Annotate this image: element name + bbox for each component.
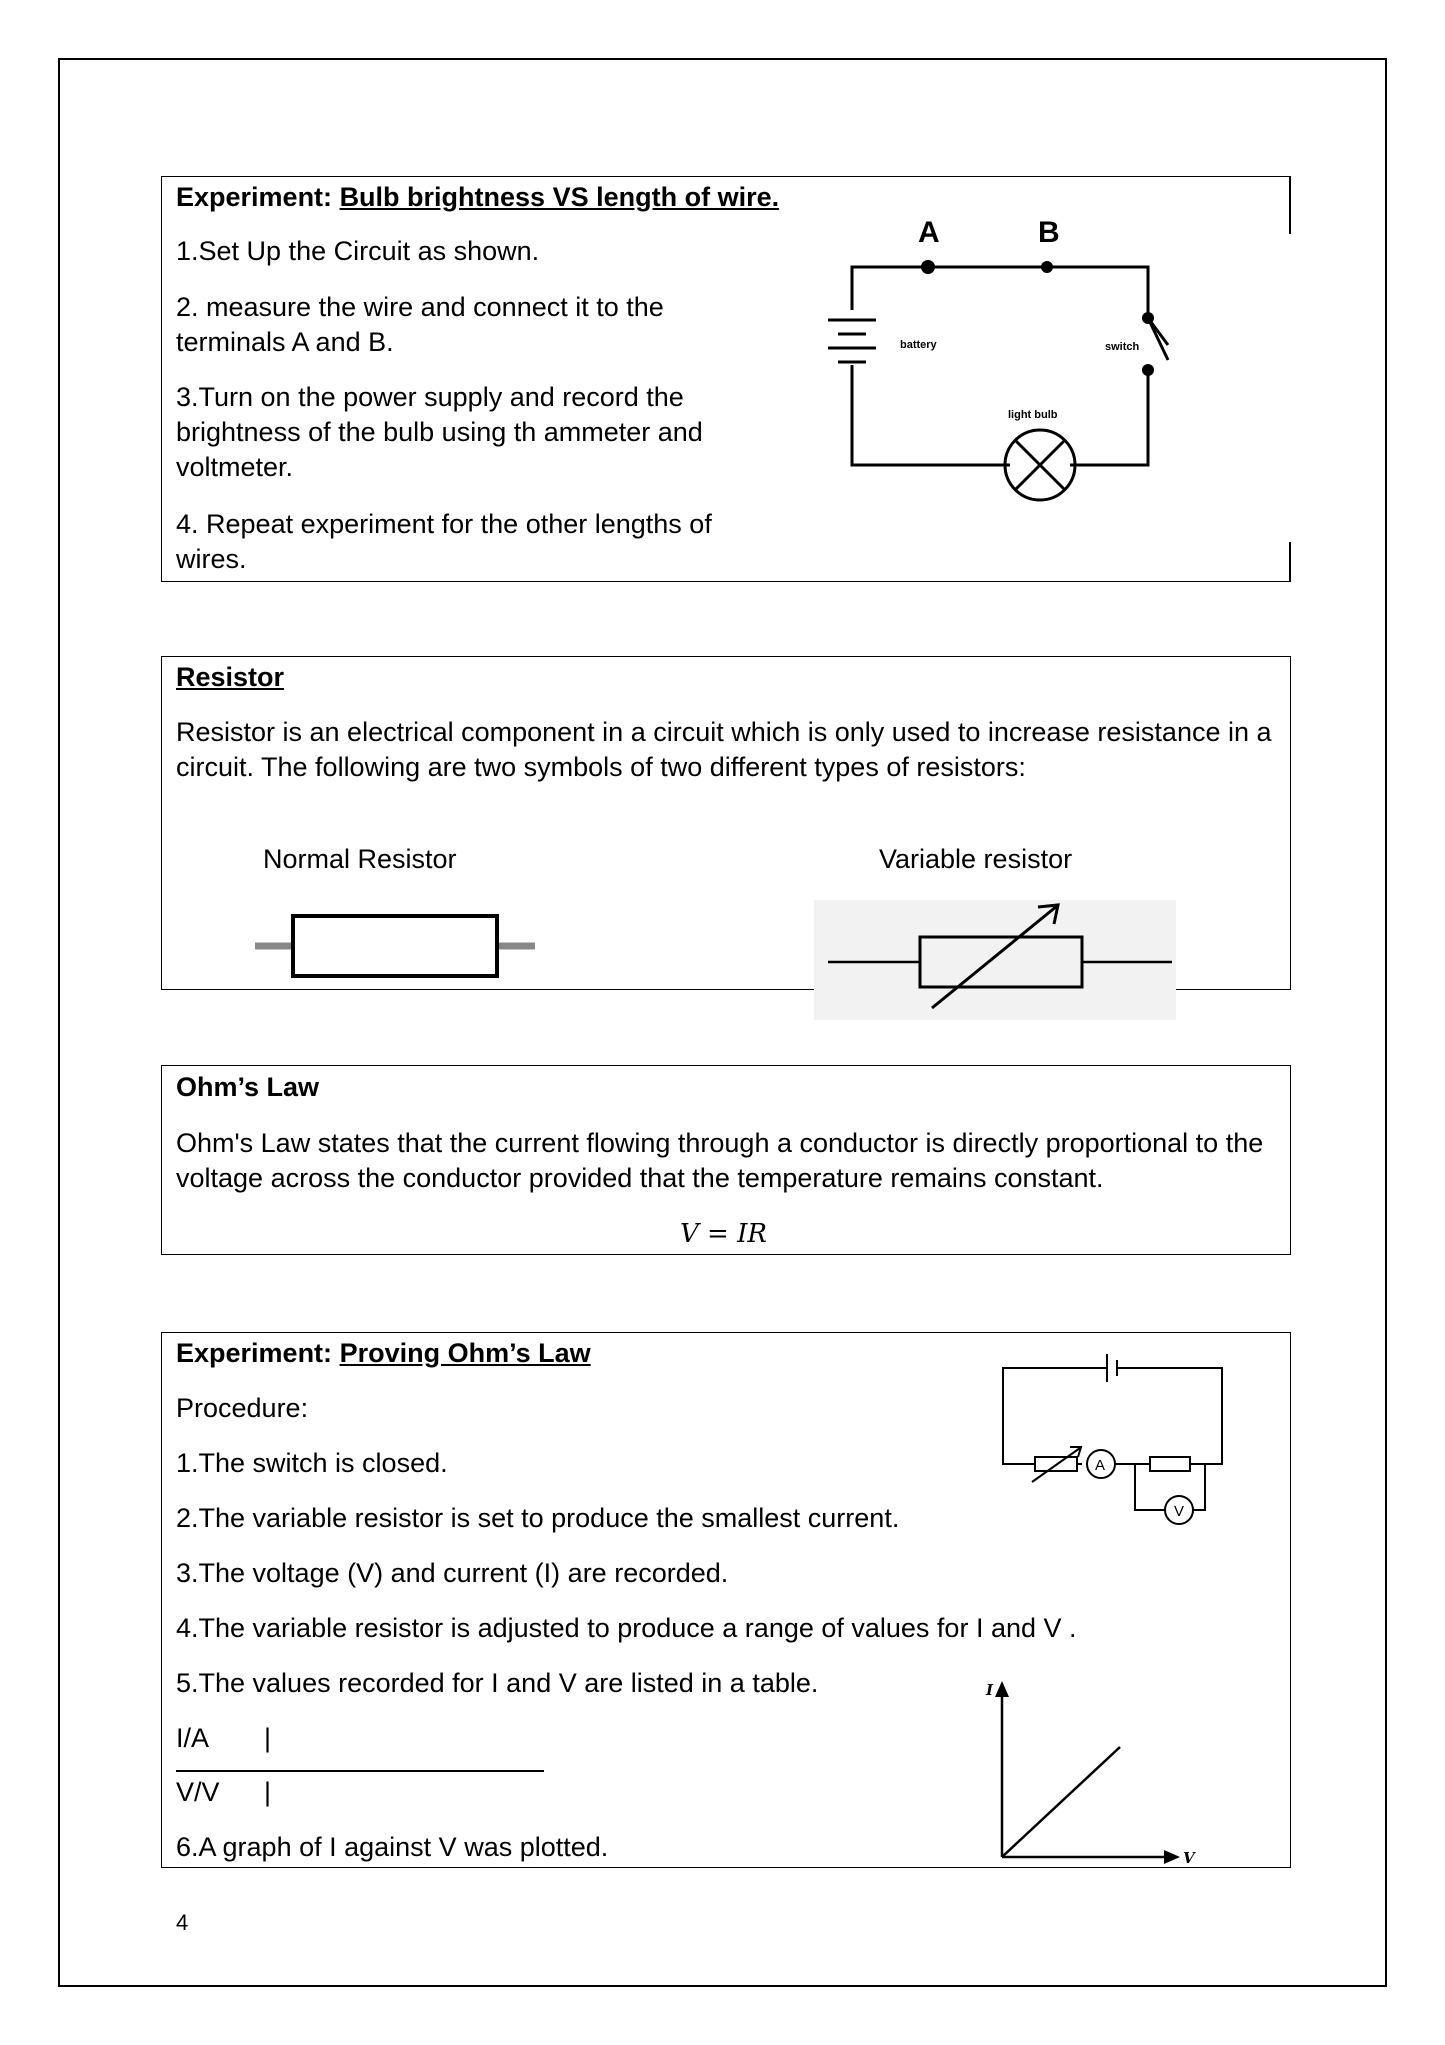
- ohms-law-circuit-diagram: [990, 1350, 1240, 1530]
- y-axis-arrow: [995, 1681, 1009, 1697]
- experiment2-title: Proving Ohm’s Law: [339, 1338, 591, 1368]
- graph-y-label: I: [986, 1681, 994, 1699]
- experiment1-step-4: 4. Repeat experiment for the other lengths of wires.: [176, 509, 712, 574]
- terminal-a-dot: [921, 260, 935, 274]
- box1-right-border-bottom: [1289, 542, 1291, 582]
- experiment2-step-2: 2.The variable resistor is set to produce the smallest current.: [176, 1503, 900, 1533]
- resistor-title: Resistor: [176, 662, 285, 692]
- table-current-label: I/A: [176, 1723, 210, 1753]
- ammeter-label: A: [1095, 1457, 1106, 1474]
- normal-resistor-label: Normal Resistor: [263, 844, 457, 874]
- box1-right-border-top: [1289, 176, 1291, 234]
- current-voltage-graph: [980, 1675, 1200, 1870]
- switch-dot-bottom: [1142, 364, 1154, 376]
- page-number: 4: [176, 1910, 189, 1935]
- switch-label: switch: [1105, 341, 1140, 353]
- bulb-label: light bulb: [1008, 409, 1058, 421]
- x-axis-arrow: [1164, 1850, 1180, 1864]
- normal-resistor-symbol: [255, 910, 535, 982]
- terminal-b-label: B: [1038, 216, 1060, 249]
- table-current-separator: |: [264, 1723, 272, 1753]
- experiment1-step-2: 2. measure the wire and connect it to the terminals A and B.: [176, 292, 664, 357]
- experiment2-label: Experiment:: [176, 1338, 333, 1368]
- experiment2-procedure-label: Procedure:: [176, 1393, 309, 1423]
- experiment2-step-6: 6.A graph of I against V was plotted.: [176, 1832, 609, 1862]
- ohms-law-statement: Ohm's Law states that the current flowing through a conductor is directly proportional to the voltage across the conductor provided that the temperature remains constant.: [176, 1128, 1264, 1193]
- ohms-law-title: Ohm’s Law: [176, 1072, 320, 1102]
- experiment1-heading: [176, 180, 779, 215]
- variable-resistor-label: Variable resistor: [879, 844, 1073, 874]
- experiment1-step-1: 1.Set Up the Circuit as shown.: [176, 236, 540, 266]
- experiment1-label: Experiment:: [176, 182, 333, 212]
- variable-resistor-symbol: [814, 900, 1176, 1020]
- bulb-circuit-diagram: [800, 210, 1200, 510]
- resistor-description: Resistor is an electrical component in a circuit which is only used to increase resistance in a circuit. The following are two symbols of two different types of resistors:: [176, 717, 1272, 782]
- experiment2-step-4: 4.The variable resistor is adjusted to produce a range of values for I and V .: [176, 1613, 1077, 1643]
- table-row-voltage: [176, 1775, 271, 1810]
- voltmeter-label: V: [1174, 1503, 1185, 1520]
- experiment2-step-1: 1.The switch is closed.: [176, 1448, 448, 1478]
- battery-label: battery: [900, 339, 937, 351]
- terminal-b-dot: [1041, 261, 1053, 273]
- table-divider: [176, 1770, 544, 1772]
- experiment2-step-3: 3.The voltage (V) and current (I) are recorded.: [176, 1558, 729, 1588]
- table-voltage-label: V/V: [176, 1777, 220, 1807]
- terminal-a-label: A: [918, 216, 940, 249]
- experiment1-step-3: 3.Turn on the power supply and record the brightness of the bulb using th ammeter and voltmeter.: [176, 382, 703, 482]
- experiment2-step-5: 5.The values recorded for I and V are listed in a table.: [176, 1668, 819, 1698]
- table-voltage-separator: |: [264, 1777, 272, 1807]
- experiment2-heading: [176, 1336, 591, 1371]
- ohms-law-formula: V = IR: [680, 1219, 767, 1249]
- table-row-current: [176, 1721, 271, 1756]
- experiment1-title: Bulb brightness VS length of wire.: [339, 182, 780, 212]
- graph-x-label: V: [1183, 1849, 1195, 1867]
